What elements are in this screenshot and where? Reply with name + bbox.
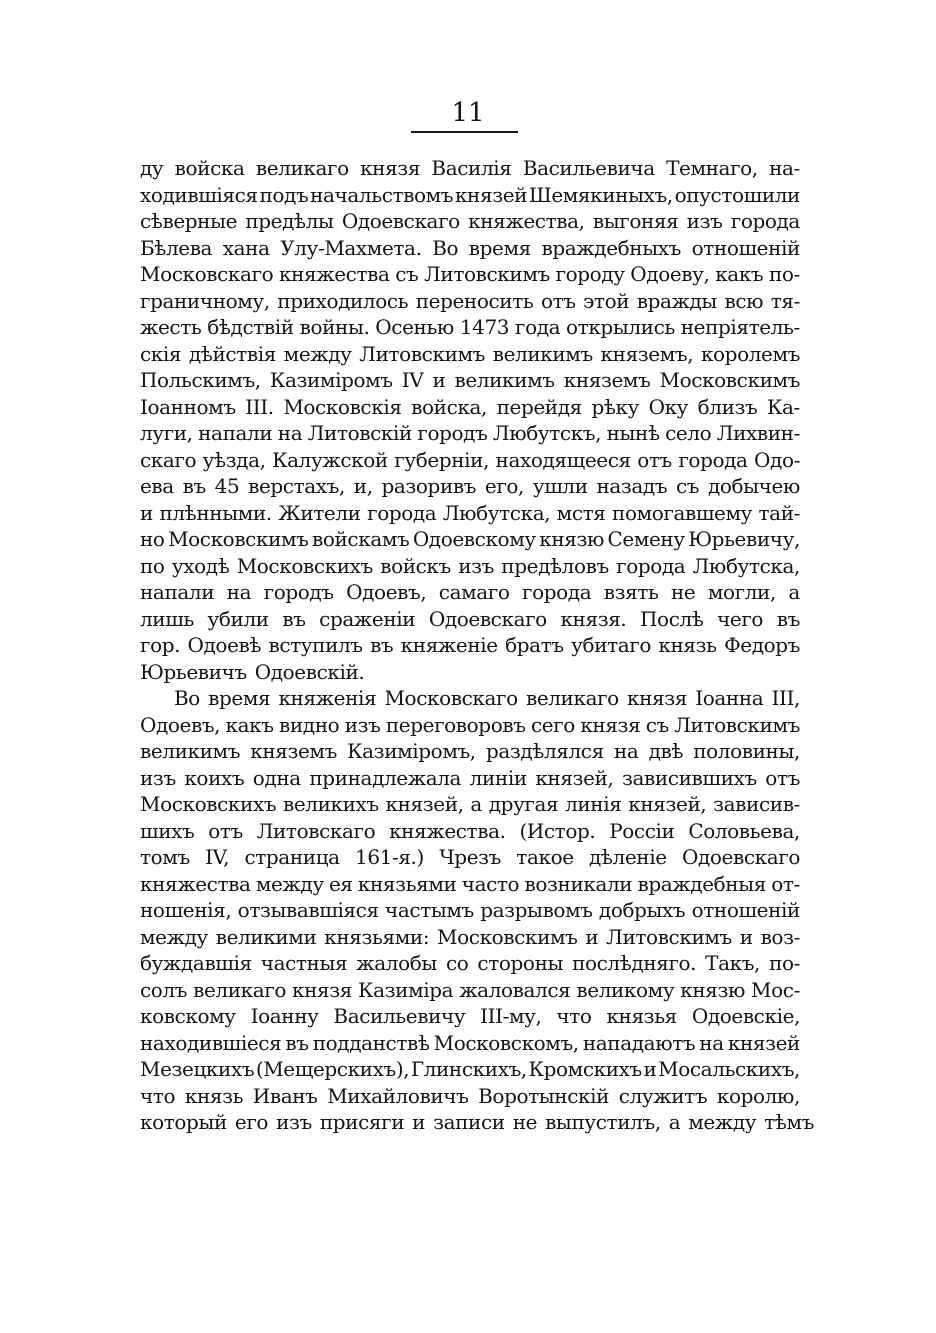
text-line: что князь Иванъ Михайловичъ Воротынскій служитъ королю,: [140, 1083, 800, 1108]
text-line: Московскихъ великихъ князей, а другая линія князей, зависив-: [140, 792, 800, 816]
text-line: Мезецкихъ (Мещерскихъ), Глинскихъ, Кромскихъ и Мосальскихъ,: [140, 1057, 800, 1081]
text-line: ношенія, отзывавшіяся частымъ разрывомъ добрыхъ отношеній: [140, 898, 800, 922]
text-line: шихъ отъ Литовскаго княжества. (Истор. Россіи Соловьева,: [140, 818, 800, 843]
text-line: Бѣлева хана Улу-Махмета. Во время враждебныхъ отношеній: [140, 235, 800, 260]
text-line: изъ коихъ одна принадлежала линіи князей, зависившихъ отъ: [140, 765, 800, 790]
text-line: и плѣнными. Жители города Любутска, мстя помогавшему тай-: [140, 500, 800, 525]
body-text: [140, 155, 814, 1136]
paragraph-2: [140, 685, 814, 1136]
text-line: Во время княженія Московскаго великаго князя Іоанна III,: [174, 686, 800, 710]
text-line: находившіеся въ подданствѣ Московскомъ, нападаютъ на князей: [140, 1030, 800, 1055]
page-number: 11: [451, 98, 485, 128]
text-line: Московскаго княжества съ Литовскимъ городу Одоеву, какъ по-: [140, 262, 800, 286]
text-line: ду войска великаго князя Василія Васильевича Темнаго, на-: [140, 156, 800, 180]
text-line: Польскимъ, Казиміромъ IV и великимъ княземъ Московскимъ: [140, 368, 800, 392]
text-line: скаго уѣзда, Калужской губерніи, находящееся отъ города Одо-: [140, 447, 800, 472]
text-line: Іоанномъ III. Московскія войска, перейдя рѣку Оку близъ Ка-: [140, 394, 800, 419]
text-line: между великими князьями: Московскимъ и Литовскимъ и воз-: [140, 924, 800, 949]
text-line: но Московскимъ войскамъ Одоевскому князю Семену Юрьевичу,: [140, 527, 800, 551]
text-line: который его изъ присяги и записи не выпустилъ, а между тѣмъ: [140, 1110, 814, 1134]
text-line: Юрьевичъ Одоевскій.: [140, 659, 365, 684]
text-line: томъ IV, страница 161-я.) Чрезъ такое дѣленіе Одоевскаго: [140, 845, 800, 869]
text-line: граничному, приходилось переносить отъ этой вражды всю тя-: [140, 288, 800, 313]
text-line: Одоевъ, какъ видно изъ переговоровъ сего князя съ Литовскимъ: [140, 712, 800, 737]
paragraph-1: [140, 155, 800, 685]
text-line: сѣверные предѣлы Одоевскаго княжества, выгоняя изъ города: [140, 209, 800, 233]
text-line: великимъ княземъ Казиміромъ, раздѣлялся на двѣ половины,: [140, 739, 800, 763]
text-line: луги, напали на Литовскій городъ Любутскъ, нынѣ село Лихвин-: [140, 421, 800, 445]
text-line: ева въ 45 верстахъ, и, разоривъ его, ушли назадъ съ добычею: [140, 474, 800, 498]
text-line: напали на городъ Одоевъ, самаго города взять не могли, а: [140, 580, 800, 604]
text-line: скія дѣйствія между Литовскимъ великимъ княземъ, королемъ: [140, 341, 800, 366]
text-line: буждавшія частныя жалобы со стороны послѣдняго. Такъ, по-: [140, 951, 800, 975]
text-line: по уходѣ Московскихъ войскъ изъ предѣловъ города Любутска,: [140, 553, 800, 578]
text-line: лишь убили въ сраженіи Одоевскаго князя. Послѣ чего въ: [140, 606, 800, 631]
header-rule: [411, 131, 518, 133]
text-line: гор. Одоевѣ вступилъ въ княженіе братъ убитаго князь Федоръ: [140, 633, 800, 657]
text-line: ходившіяся подъ начальствомъ князей Шемякиныхъ, опустошили: [140, 182, 800, 207]
text-line: солъ великаго князя Казиміра жаловался великому князю Мос-: [140, 977, 800, 1002]
text-line: жесть бѣдствій войны. Осенью 1473 года открылись непріятель-: [140, 315, 800, 339]
text-line: ковскому Іоанну Васильевичу III-му, что князья Одоевскіе,: [140, 1004, 800, 1028]
text-line: княжества между ея князьями часто возникали враждебныя от-: [140, 871, 800, 896]
